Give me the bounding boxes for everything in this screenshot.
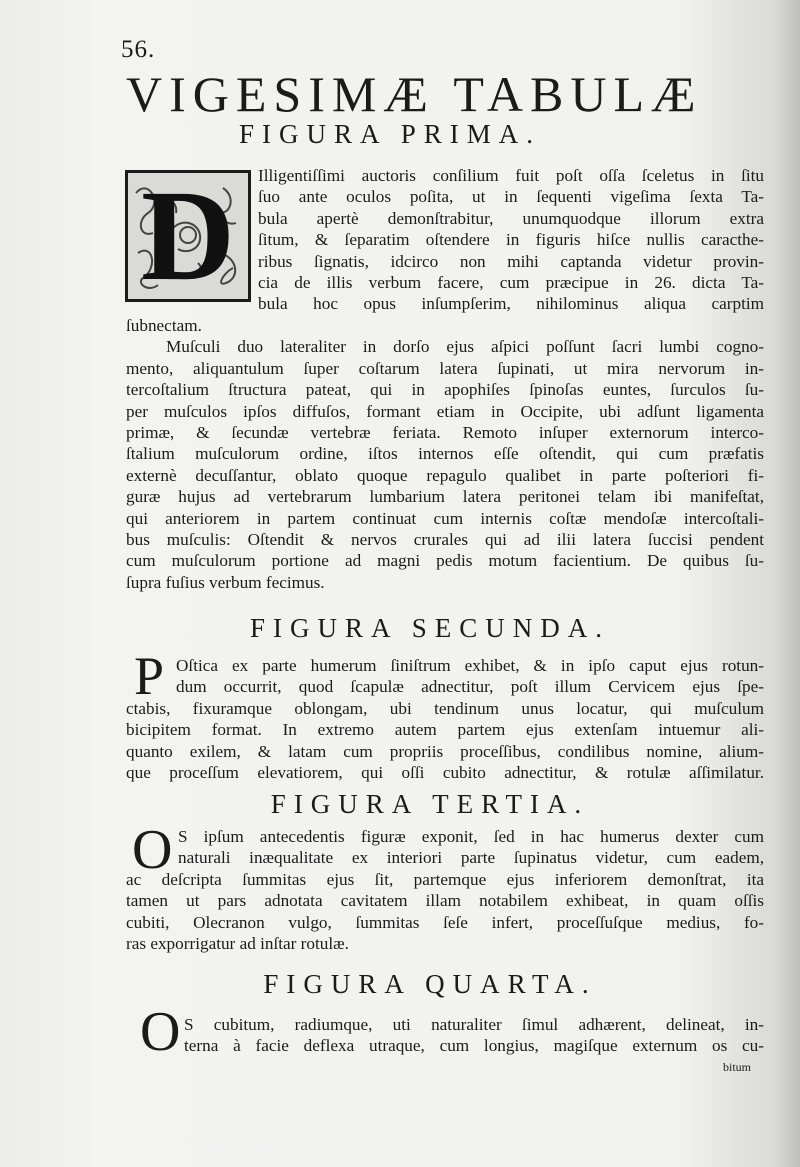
heading-figura-tertia: FIGURA TERTIA. <box>270 789 590 819</box>
text-line: primæ, & ſecundæ vertebræ feriata. Remoto inſuper externorum interco- <box>126 423 764 443</box>
text-line: ribus ſignatis, idcirco non mihi captanda videtur provin- <box>258 251 764 271</box>
paragraph-figura-tertia-a <box>178 826 764 869</box>
text-line: tamen ut pars adnotata cavitatem illam notabilem exhibeat, in quam oſſis <box>126 891 764 911</box>
paragraph-figura-secunda-a <box>176 655 764 698</box>
text-line: externè decuſſantur, oblato quoque repagulo qualibet in parte poſteriori fi- <box>126 465 764 485</box>
text-line: Illigentiſſimi auctoris conſilium fuit poſt oſſa ſceletus in ſitu <box>258 166 764 185</box>
text-line: cum muſculorum portione ad magni pedis motum facientium. De quibus ſu- <box>126 551 764 571</box>
page-number: 56. <box>121 36 156 63</box>
text-line: ctabis, fixuramque oblongam, ubi tendinum unus locatur, qui muſculum <box>126 699 764 718</box>
text-line: qui anteriorem in partem continuat cum internis coſtæ mendoſæ intercoſtali- <box>126 508 764 528</box>
text-line: S cubitum, radiumque, uti naturaliter ſimul adhærent, delineat, in- <box>184 1015 764 1034</box>
text-line: bicipitem format. In extremo autem partem ejus extenſam intuemur ali- <box>126 720 764 740</box>
text-line: bula hoc opus inſumpſerim, nihilominus aliqua carptim <box>258 294 764 314</box>
text-line: ſubnectam. <box>126 316 202 335</box>
text-line: ſuo ante oculos poſita, ut in ſequenti vigeſima ſexta Ta- <box>258 187 764 207</box>
paragraph-figura-secunda-b <box>126 698 764 784</box>
text-line: ac deſcripta ſummitas ejus ſit, partemque ejus inferiorem demonſtrat, ita <box>126 870 764 889</box>
page-title: VIGESIMÆ TABULÆ <box>126 66 703 122</box>
catchword: bitum <box>723 1060 752 1074</box>
text-line: tercoſtalium ſtructura pateat, qui in apophiſes ſpinoſas euntes, ſurculos ſu- <box>126 380 764 400</box>
text-line: terna à facie deflexa utraque, cum longius, magiſque externum os cu- <box>184 1036 764 1056</box>
paragraph-figura-quarta <box>184 1014 764 1057</box>
text-line: ras exporrigatur ad inſtar rotulæ. <box>126 934 349 954</box>
initial-letter-o: O <box>132 819 173 881</box>
text-line: cia de illis verbum facere, cum præcipue in 26. dicta Ta- <box>258 273 764 293</box>
text-line: ſitum, & ſeparatim oſtendere in figuris hiſce nullis caracthe- <box>258 230 764 250</box>
decorated-initial-d <box>125 164 251 308</box>
text-line: dum occurrit, quod ſcapulæ adnectitur, poſt illum Cervicem ejus ſpe- <box>176 677 764 697</box>
text-line: bula apertè demonſtrabitur, unumquodque illorum extra <box>258 208 764 228</box>
text-line: per muſculos ipſos diffuſos, formant etiam in Occipite, ubi adſunt ligamenta <box>126 401 764 421</box>
text-line: Oſtica ex parte humerum ſiniſtrum exhibet, & in ipſo caput ejus rotun- <box>176 656 764 675</box>
text-line: naturali inæqualitate ex interiori parte ſupinatus videtur, cum eadem, <box>178 848 764 868</box>
text-line: mento, aliquantulum ſuper coſtarum latera ſupinati, ut mira nervorum in- <box>126 358 764 378</box>
initial-letter-p: P <box>134 646 165 706</box>
dropcap-letter: D <box>141 164 235 308</box>
text-line: que proceſſum elevatiorem, qui oſſi cubito adnectitur, & rotulæ aſſimilatur. <box>126 763 764 783</box>
text-line: ſtalium muſculorum ordine, iſtos internos eſſe oſtendit, qui cum præfatis <box>126 444 764 464</box>
initial-letter-o: O <box>140 1001 181 1063</box>
heading-figura-quarta: FIGURA QUARTA. <box>263 969 597 999</box>
text-line: bus muſculis: Oſtendit & nervos crurales qui ad ilii latera ſuccisi pendent <box>126 530 764 550</box>
text-line: guræ hujus ad vertebrarum lumbarium latera peritonei telam ibi manifeſtat, <box>126 487 764 507</box>
text-line: quanto exilem, & latam cum propriis proceſſibus, condilibus nomine, alium- <box>126 741 764 761</box>
text-line: Muſculi duo lateraliter in dorſo ejus aſpici poſſunt ſacri lumbi cogno- <box>166 337 764 357</box>
heading-figura-prima: FIGURA PRIMA. <box>238 119 542 149</box>
paragraph-figura-prima-body <box>126 315 764 593</box>
text-line: cubiti, Olecranon vulgo, ſummitas ſeſe infert, proceſſuſque medius, fo- <box>126 912 764 932</box>
text-line: ſupra fuſius verbum fecimus. <box>126 572 325 592</box>
paragraph-figura-prima-intro <box>258 165 764 315</box>
paragraph-figura-tertia-b <box>126 869 764 955</box>
text-line: S ipſum antecedentis figuræ exponit, ſed in hac humerus dexter cum <box>178 827 764 846</box>
heading-figura-secunda: FIGURA SECUNDA. <box>249 613 611 643</box>
